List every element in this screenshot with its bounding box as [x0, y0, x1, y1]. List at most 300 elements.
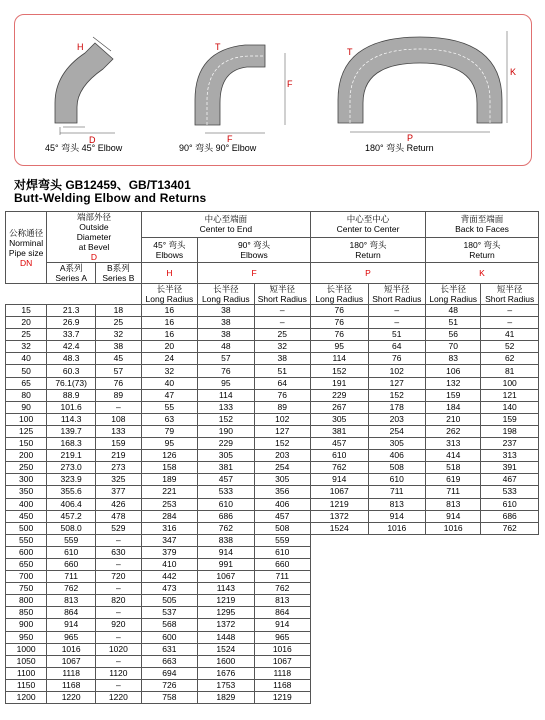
elbow-90-drawing: [195, 45, 285, 133]
table-row: [6, 643, 539, 655]
table-cell: 686: [198, 510, 254, 522]
table-cell: –: [368, 317, 426, 329]
table-cell: 1067: [198, 571, 254, 583]
table-cell: 1067: [47, 655, 96, 667]
table-cell: 762: [47, 583, 96, 595]
table-cell: 700: [6, 571, 47, 583]
table-cell: 51: [254, 365, 310, 377]
header-lr-ctc: 长半径 Long Radius: [311, 284, 369, 305]
table-cell: 1295: [198, 607, 254, 619]
table-cell: 139.7: [47, 425, 96, 437]
table-cell: 18: [96, 305, 142, 317]
table-cell: 101.6: [47, 401, 96, 413]
table-cell: –: [96, 401, 142, 413]
table-cell: 1372: [311, 510, 369, 522]
empty-cell: [311, 607, 369, 619]
table-cell: 1524: [311, 522, 369, 534]
header-lr-90: 长半径 Long Radius: [198, 284, 254, 305]
table-cell: 663: [141, 655, 197, 667]
table-cell: 25: [96, 317, 142, 329]
empty-cell: [426, 643, 481, 655]
table-cell: 48.3: [47, 353, 96, 365]
empty-cell: [368, 655, 426, 667]
table-cell: 152: [198, 413, 254, 425]
empty-cell: [368, 631, 426, 643]
table-cell: 88.9: [47, 389, 96, 401]
table-cell: 159: [96, 438, 142, 450]
table-cell: 711: [254, 571, 310, 583]
code-h: H: [141, 263, 197, 284]
table-cell: 610: [481, 498, 539, 510]
table-cell: –: [96, 679, 142, 691]
table-cell: 610: [311, 450, 369, 462]
table-cell: 51: [368, 329, 426, 341]
table-row: [6, 389, 539, 401]
empty-cell: [368, 558, 426, 570]
table-cell: 219: [96, 450, 142, 462]
empty-cell: [311, 619, 369, 631]
header-180-return-a: 180° 弯头 Return: [311, 237, 426, 263]
table-cell: 610: [47, 546, 96, 558]
empty-cell: [368, 692, 426, 704]
table-cell: 820: [96, 595, 142, 607]
table-cell: 178: [368, 401, 426, 413]
table-row: [6, 498, 539, 510]
table-cell: 221: [141, 486, 197, 498]
empty-cell: [481, 534, 539, 546]
table-cell: 16: [141, 329, 197, 341]
table-cell: 914: [311, 474, 369, 486]
table-cell: 114: [198, 389, 254, 401]
table-cell: 467: [481, 474, 539, 486]
table-cell: 406: [368, 450, 426, 462]
table-row: [6, 619, 539, 631]
table-cell: 21.3: [47, 305, 96, 317]
header-dn: 公称通径 Norminal Pipe size DN: [6, 212, 47, 284]
table-cell: 914: [198, 546, 254, 558]
table-cell: 813: [254, 595, 310, 607]
table-cell: 253: [141, 498, 197, 510]
header-center-to-center: 中心至中心 Center to Center: [311, 212, 426, 238]
empty-cell: [368, 534, 426, 546]
empty-cell: [481, 643, 539, 655]
empty-cell: [481, 667, 539, 679]
label-d: D: [89, 135, 96, 145]
table-cell: 442: [141, 571, 197, 583]
table-cell: 450: [6, 510, 47, 522]
table-cell: 254: [254, 462, 310, 474]
table-cell: 508: [254, 522, 310, 534]
table-cell: 305: [254, 474, 310, 486]
table-cell: 158: [141, 462, 197, 474]
table-cell: 347: [141, 534, 197, 546]
table-cell: 660: [254, 558, 310, 570]
table-row: [6, 595, 539, 607]
spec-table-body: [6, 305, 539, 704]
table-cell: 1118: [47, 667, 96, 679]
table-cell: –: [96, 631, 142, 643]
table-cell: 1000: [6, 643, 47, 655]
header-spacer-sb: [96, 284, 142, 305]
table-cell: 102: [254, 413, 310, 425]
table-cell: –: [96, 655, 142, 667]
table-row: [6, 522, 539, 534]
table-cell: 1143: [198, 583, 254, 595]
table-cell: 838: [198, 534, 254, 546]
table-cell: 965: [47, 631, 96, 643]
empty-cell: [426, 655, 481, 667]
table-cell: 650: [6, 558, 47, 570]
table-cell: 813: [47, 595, 96, 607]
table-cell: 537: [141, 607, 197, 619]
empty-cell: [481, 558, 539, 570]
table-cell: 406.4: [47, 498, 96, 510]
table-cell: 198: [481, 425, 539, 437]
table-cell: 16: [141, 305, 197, 317]
table-cell: 1020: [96, 643, 142, 655]
table-cell: 106: [426, 365, 481, 377]
table-row: [6, 305, 539, 317]
table-cell: 132: [426, 377, 481, 389]
table-cell: 505: [141, 595, 197, 607]
table-cell: 610: [368, 474, 426, 486]
table-cell: 508: [368, 462, 426, 474]
table-cell: 1150: [6, 679, 47, 691]
table-cell: 1016: [368, 522, 426, 534]
table-cell: 686: [481, 510, 539, 522]
table-cell: 313: [481, 450, 539, 462]
table-cell: 90: [6, 401, 47, 413]
table-cell: 20: [141, 341, 197, 353]
table-cell: 76.1(73): [47, 377, 96, 389]
table-cell: 758: [141, 692, 197, 704]
empty-cell: [426, 571, 481, 583]
table-cell: 750: [6, 583, 47, 595]
table-cell: 864: [254, 607, 310, 619]
table-cell: 273.0: [47, 462, 96, 474]
table-cell: 762: [254, 583, 310, 595]
table-cell: 762: [311, 462, 369, 474]
table-cell: 550: [6, 534, 47, 546]
table-cell: 152: [368, 389, 426, 401]
header-spacer-sa: [47, 284, 96, 305]
table-row: [6, 655, 539, 667]
table-cell: 518: [426, 462, 481, 474]
label-h: H: [77, 42, 84, 52]
table-cell: 83: [426, 353, 481, 365]
table-cell: 813: [368, 498, 426, 510]
empty-cell: [368, 546, 426, 558]
elbow-45-drawing: [55, 37, 115, 135]
empty-cell: [311, 692, 369, 704]
table-cell: 47: [141, 389, 197, 401]
table-cell: 610: [254, 546, 310, 558]
table-cell: 189: [141, 474, 197, 486]
table-cell: 1016: [426, 522, 481, 534]
table-cell: 190: [198, 425, 254, 437]
table-cell: 1118: [254, 667, 310, 679]
table-cell: 33.7: [47, 329, 96, 341]
table-row: [6, 679, 539, 691]
table-cell: 140: [481, 401, 539, 413]
table-cell: 76: [254, 389, 310, 401]
table-cell: 125: [6, 425, 47, 437]
table-cell: 81: [481, 365, 539, 377]
table-cell: 48: [198, 341, 254, 353]
table-cell: 16: [141, 317, 197, 329]
table-cell: 391: [481, 462, 539, 474]
empty-cell: [368, 619, 426, 631]
empty-cell: [426, 607, 481, 619]
empty-cell: [426, 692, 481, 704]
table-row: [6, 377, 539, 389]
table-cell: 102: [368, 365, 426, 377]
table-cell: 726: [141, 679, 197, 691]
table-cell: 864: [47, 607, 96, 619]
table-cell: 305: [368, 438, 426, 450]
empty-cell: [311, 655, 369, 667]
table-cell: 32: [6, 341, 47, 353]
table-cell: –: [96, 607, 142, 619]
table-cell: 1016: [254, 643, 310, 655]
table-row: [6, 583, 539, 595]
table-cell: 1168: [254, 679, 310, 691]
table-cell: 1219: [311, 498, 369, 510]
table-cell: 40: [6, 353, 47, 365]
table-row: [6, 692, 539, 704]
table-cell: 694: [141, 667, 197, 679]
table-cell: 426: [96, 498, 142, 510]
table-row: [6, 329, 539, 341]
table-cell: 15: [6, 305, 47, 317]
table-cell: 150: [6, 438, 47, 450]
label-k: K: [510, 67, 517, 77]
empty-cell: [311, 571, 369, 583]
table-cell: 316: [141, 522, 197, 534]
table-cell: 711: [368, 486, 426, 498]
table-cell: 262: [426, 425, 481, 437]
table-cell: 159: [481, 413, 539, 425]
empty-cell: [368, 679, 426, 691]
table-cell: 300: [6, 474, 47, 486]
table-cell: 250: [6, 462, 47, 474]
empty-cell: [426, 679, 481, 691]
table-cell: 191: [311, 377, 369, 389]
table-cell: 1220: [47, 692, 96, 704]
table-cell: 1676: [198, 667, 254, 679]
empty-cell: [426, 558, 481, 570]
table-cell: 914: [426, 510, 481, 522]
empty-cell: [311, 546, 369, 558]
table-cell: –: [96, 583, 142, 595]
header-center-to-end: 中心至端面 Center to End: [141, 212, 310, 238]
table-cell: 508.0: [47, 522, 96, 534]
table-cell: 89: [254, 401, 310, 413]
table-cell: 533: [481, 486, 539, 498]
table-cell: 79: [141, 425, 197, 437]
table-cell: 350: [6, 486, 47, 498]
empty-cell: [368, 667, 426, 679]
table-cell: 152: [311, 365, 369, 377]
table-cell: 720: [96, 571, 142, 583]
table-cell: 121: [481, 389, 539, 401]
empty-cell: [311, 667, 369, 679]
table-cell: 64: [254, 377, 310, 389]
table-cell: 355.6: [47, 486, 96, 498]
table-cell: 108: [96, 413, 142, 425]
diagram-panel: [14, 14, 532, 166]
table-cell: 200: [6, 450, 47, 462]
table-cell: –: [96, 558, 142, 570]
table-cell: 325: [96, 474, 142, 486]
empty-cell: [368, 643, 426, 655]
table-row: [6, 546, 539, 558]
table-cell: 159: [426, 389, 481, 401]
table-cell: 64: [368, 341, 426, 353]
table-cell: 323.9: [47, 474, 96, 486]
table-cell: 57: [96, 365, 142, 377]
table-cell: 559: [254, 534, 310, 546]
table-cell: –: [254, 305, 310, 317]
table-cell: 1016: [47, 643, 96, 655]
table-cell: 1120: [96, 667, 142, 679]
table-cell: 38: [198, 329, 254, 341]
table-cell: 1220: [96, 692, 142, 704]
header-sr-btf: 短半径 Short Radius: [481, 284, 539, 305]
table-row: [6, 474, 539, 486]
table-cell: 152: [254, 438, 310, 450]
empty-cell: [426, 619, 481, 631]
table-cell: 41: [481, 329, 539, 341]
table-cell: 356: [254, 486, 310, 498]
table-cell: 51: [426, 317, 481, 329]
table-row: [6, 317, 539, 329]
table-cell: 267: [311, 401, 369, 413]
table-cell: 127: [254, 425, 310, 437]
table-cell: 965: [254, 631, 310, 643]
table-cell: 762: [198, 522, 254, 534]
table-cell: 850: [6, 607, 47, 619]
spec-table: [5, 211, 539, 704]
table-cell: 50: [6, 365, 47, 377]
empty-cell: [481, 607, 539, 619]
table-cell: 38: [96, 341, 142, 353]
table-row: [6, 425, 539, 437]
table-cell: 65: [6, 377, 47, 389]
code-k: K: [426, 263, 539, 284]
table-row: [6, 558, 539, 570]
table-cell: 284: [141, 510, 197, 522]
empty-cell: [426, 667, 481, 679]
table-cell: 600: [141, 631, 197, 643]
table-cell: 56: [426, 329, 481, 341]
empty-cell: [481, 595, 539, 607]
table-row: [6, 607, 539, 619]
caption-90: 90° 弯头 90° Elbow: [179, 143, 257, 153]
label-f: F: [287, 79, 293, 89]
table-cell: 210: [426, 413, 481, 425]
table-cell: 457: [311, 438, 369, 450]
table-cell: 414: [426, 450, 481, 462]
empty-cell: [481, 679, 539, 691]
table-cell: 114.3: [47, 413, 96, 425]
empty-cell: [481, 546, 539, 558]
table-cell: 76: [198, 365, 254, 377]
table-cell: 1067: [254, 655, 310, 667]
table-cell: 26.9: [47, 317, 96, 329]
table-cell: 76: [368, 353, 426, 365]
empty-cell: [426, 583, 481, 595]
label-t-180: T: [347, 47, 353, 57]
table-row: [6, 341, 539, 353]
header-back-to-faces: 背面至端面 Back to Faces: [426, 212, 539, 238]
table-cell: 76: [311, 317, 369, 329]
table-cell: 273: [96, 462, 142, 474]
empty-cell: [311, 534, 369, 546]
table-cell: 457: [198, 474, 254, 486]
empty-cell: [481, 631, 539, 643]
table-row: [6, 353, 539, 365]
table-cell: 32: [254, 341, 310, 353]
header-sr-ctc: 短半径 Short Radius: [368, 284, 426, 305]
table-cell: 126: [141, 450, 197, 462]
empty-cell: [481, 692, 539, 704]
table-cell: 38: [198, 317, 254, 329]
table-cell: 55: [141, 401, 197, 413]
table-cell: 1600: [198, 655, 254, 667]
table-cell: 25: [6, 329, 47, 341]
table-cell: 32: [96, 329, 142, 341]
table-cell: 48: [426, 305, 481, 317]
header-180-return-b: 180° 弯头 Return: [426, 237, 539, 263]
table-cell: 914: [47, 619, 96, 631]
table-row: [6, 401, 539, 413]
table-cell: 305: [311, 413, 369, 425]
table-cell: –: [96, 534, 142, 546]
label-t-90: T: [215, 42, 221, 52]
empty-cell: [481, 655, 539, 667]
table-cell: 379: [141, 546, 197, 558]
table-cell: 1100: [6, 667, 47, 679]
table-cell: –: [254, 317, 310, 329]
table-cell: 381: [311, 425, 369, 437]
table-cell: 1753: [198, 679, 254, 691]
table-cell: 1372: [198, 619, 254, 631]
header-45-elbow: 45° 弯头 Elbows: [141, 237, 197, 263]
table-cell: 76: [311, 305, 369, 317]
table-cell: 529: [96, 522, 142, 534]
header-90-elbow: 90° 弯头 Elbows: [198, 237, 311, 263]
table-cell: 900: [6, 619, 47, 631]
table-cell: 1219: [198, 595, 254, 607]
table-cell: 168.3: [47, 438, 96, 450]
table-cell: 711: [47, 571, 96, 583]
table-cell: 237: [481, 438, 539, 450]
table-cell: –: [481, 305, 539, 317]
table-cell: 914: [254, 619, 310, 631]
table-cell: 114: [311, 353, 369, 365]
table-row: [6, 571, 539, 583]
table-row: [6, 667, 539, 679]
table-cell: 305: [198, 450, 254, 462]
label-p: P: [407, 133, 414, 143]
table-row: [6, 510, 539, 522]
empty-cell: [311, 583, 369, 595]
table-cell: 40: [141, 377, 197, 389]
return-180-drawing: [338, 31, 507, 132]
table-cell: 1050: [6, 655, 47, 667]
empty-cell: [481, 571, 539, 583]
